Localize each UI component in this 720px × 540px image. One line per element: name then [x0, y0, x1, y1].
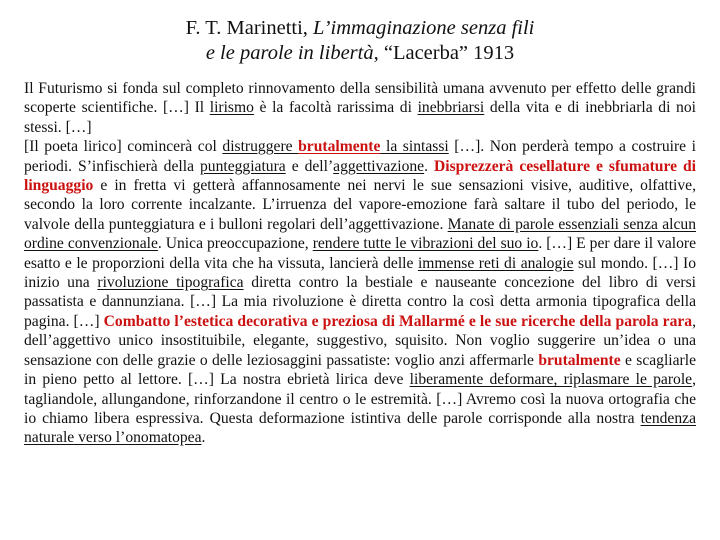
text-run: è la facoltà rarissima di: [253, 99, 418, 117]
emphasized-text: brutalmente: [538, 351, 621, 369]
underlined-text: rendere tutte le vibrazioni del suo io: [312, 235, 539, 253]
text-run: e scagliarle in pieno petto al lettore. […] La nostra ebrietà lirica deve: [24, 351, 696, 389]
emphasized-text: Combatto l’estetica decorativa e preziosa di Mallarmé e le sue ricerche della parola rara: [103, 312, 693, 330]
underlined-text: la sintassi: [380, 138, 449, 156]
underlined-text: liberamente deformare, riplasmare le parole: [409, 371, 693, 389]
underlined-text: inebbriarsi: [417, 99, 485, 117]
title-work-part-1: L’immaginazione senza fili: [313, 17, 535, 39]
underlined-text: immense reti di analogie: [417, 254, 574, 272]
text-run: [Il poeta lirico] comincerà col: [24, 138, 223, 156]
text-run: . […] E per dare il valore esatto e le proporzioni della vita che ha vissuta, lancierà delle: [24, 235, 696, 272]
text-run: , tagliandole, allungandone, rinforzandone il centro o le estremità. […] Avremo così la nuova ortografia che io chiamo libera espressiva. Questa deformazione istintiva delle parole corrisponde alla nostra: [24, 371, 696, 427]
slide-title: [0, 16, 720, 66]
underlined-text: rivoluzione tipografica: [97, 274, 244, 292]
text-run: della vita e di inebbriarla di noi stessi. […]: [24, 99, 696, 136]
text-run: diretta contro la bestiale e nauseante concezione del libro di versi passatista e dannunziana. […] La mia rivoluzione è diretta contro la così detta armonia tipografica della pagina. […]: [24, 274, 697, 330]
text-run: , dell’aggettivo unico insostituibile, elegante, suggestivo, squisito. Non voglio suggerire un’idea o una sensazione con delle grazie o delle leziosaggini passatiste: voglio anzi affermarle: [24, 312, 696, 369]
paragraph-2: [24, 137, 696, 448]
underlined-text: punteggiatura: [199, 157, 286, 175]
text-run: e in fretta vi getterà affannosamente nei nervi le sue sensazioni visive, auditive, olfattive, secondo la loro corrente incalzante. L’irruenza del vapore-emozione farà saltare il tubo del periodo, le valvole della punteggiatura e i bulloni regolari dell’aggettivazione.: [24, 177, 696, 233]
title-line-2: [0, 41, 720, 66]
text-run: .: [424, 157, 434, 175]
text-run: sul mondo. […] Io inizio una: [24, 254, 696, 292]
underlined-text: tendenza naturale verso l’onomatopea: [24, 409, 696, 447]
title-work-part-2: e le parole in libertà: [205, 42, 374, 64]
emphasized-text: Disprezzerà cesellature e sfumature di linguaggio: [24, 157, 697, 195]
paragraph-1: [24, 79, 696, 137]
title-source: , “Lacerba” 1913: [373, 42, 515, 64]
text-run: e dell’: [285, 157, 334, 175]
title-line-1: [0, 16, 720, 41]
text-run: Il Futurismo si fonda sul completo rinnovamento della sensibilità umana avvenuto per effetto delle grandi scoperte scientifiche. […] Il: [24, 80, 696, 117]
text-run: . Unica preoccupazione,: [157, 235, 313, 253]
emphasized-text: brutalmente: [298, 138, 381, 156]
underlined-text: Manate di parole essenziali senza alcun ordine convenzionale: [24, 215, 696, 253]
text-run: .: [201, 429, 206, 447]
text-run: […]. Non perderà tempo a costruire i periodi. S’infischierà della: [24, 138, 696, 175]
underlined-text: distruggere: [222, 138, 299, 156]
underlined-text: lirismo: [209, 99, 254, 117]
title-author: F. T. Marinetti,: [185, 17, 308, 39]
underlined-text: aggettivazione: [333, 157, 425, 175]
quote-body: [24, 79, 696, 448]
